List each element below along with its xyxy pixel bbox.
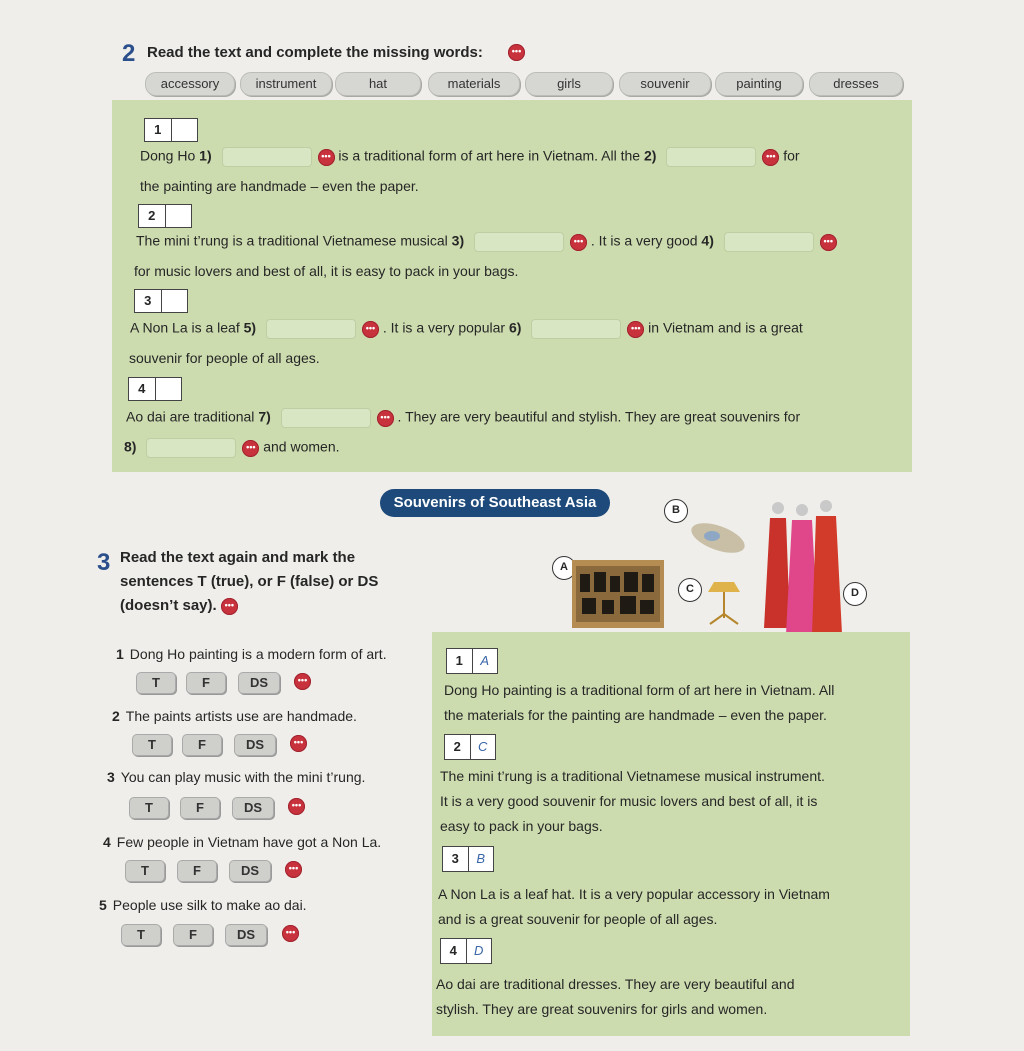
- ellipsis-icon[interactable]: •••: [362, 321, 379, 338]
- answer-blank-4[interactable]: [724, 232, 814, 252]
- ellipsis-icon[interactable]: •••: [508, 44, 525, 61]
- doesnt-say-button[interactable]: DS: [232, 797, 274, 819]
- label-b: B: [664, 499, 688, 523]
- ellipsis-icon[interactable]: •••: [221, 598, 238, 615]
- section-2-line-2: for music lovers and best of all, it is easy to pack in your bags.: [134, 263, 519, 279]
- true-button[interactable]: T: [121, 924, 161, 946]
- section-number-box: 1: [144, 118, 198, 142]
- ellipsis-icon[interactable]: •••: [294, 673, 311, 690]
- text-2-paragraph: The mini t’rung is a traditional Vietnamese musical instrument. It is a very good souvenir for music lovers and best of all, it is easy to pack in your bags.: [440, 768, 825, 834]
- word-chip[interactable]: instrument: [240, 72, 332, 96]
- text-4-paragraph: Ao dai are traditional dresses. They are very beautiful and stylish. They are great souvenirs for girls and women.: [436, 976, 795, 1017]
- ellipsis-icon[interactable]: •••: [627, 321, 644, 338]
- section-number-box: 4: [128, 377, 182, 401]
- section-2-line-1: The mini t’rung is a traditional Vietnamese musical 3) ••• . It is a very good 4) •••: [136, 232, 837, 252]
- answer-blank-1[interactable]: [222, 147, 312, 167]
- dong-ho-painting-image: [572, 560, 664, 628]
- section-3-line-2: souvenir for people of all ages.: [129, 350, 320, 366]
- ellipsis-icon[interactable]: •••: [820, 234, 837, 251]
- mini-trung-instrument-image: [704, 578, 744, 628]
- exercise-3-instruction: Read the text again and mark the sentences T (true), or F (false) or DS (doesn’t say). •••: [120, 549, 379, 614]
- section-number-box: 2: [138, 204, 192, 228]
- ellipsis-icon[interactable]: •••: [762, 149, 779, 166]
- question-4: 4 Few people in Vietnam have got a Non La.: [103, 834, 382, 850]
- ellipsis-icon[interactable]: •••: [285, 861, 302, 878]
- ellipsis-icon[interactable]: •••: [282, 925, 299, 942]
- word-chip[interactable]: hat: [335, 72, 421, 96]
- text-number-box: 2 C: [444, 734, 496, 760]
- false-button[interactable]: F: [180, 797, 220, 819]
- exercise-2-text-panel: [112, 100, 912, 472]
- answer-blank-6[interactable]: [531, 319, 621, 339]
- answer-blank-8[interactable]: [146, 438, 236, 458]
- answer-blank-2[interactable]: [666, 147, 756, 167]
- ellipsis-icon[interactable]: •••: [242, 440, 259, 457]
- false-button[interactable]: F: [182, 734, 222, 756]
- question-2: 2 The paints artists use are handmade.: [112, 708, 357, 724]
- ellipsis-icon[interactable]: •••: [290, 735, 307, 752]
- word-chip[interactable]: dresses: [809, 72, 903, 96]
- label-d: D: [843, 582, 867, 606]
- text-number-box: 3 B: [442, 846, 494, 872]
- word-chip[interactable]: girls: [525, 72, 613, 96]
- exercise-2-instruction: Read the text and complete the missing words:: [147, 44, 483, 61]
- word-chip[interactable]: materials: [428, 72, 520, 96]
- text-number-box: 4 D: [440, 938, 492, 964]
- word-chip[interactable]: painting: [715, 72, 803, 96]
- text-1-paragraph: Dong Ho painting is a traditional form of art here in Vietnam. All the materials for the painting are handmade – even the paper.: [444, 682, 835, 723]
- souvenirs-banner-title: Souvenirs of Southeast Asia: [380, 489, 610, 517]
- true-button[interactable]: T: [125, 860, 165, 882]
- word-chip[interactable]: accessory: [145, 72, 235, 96]
- section-4-line-2: 8) ••• and women.: [124, 438, 340, 458]
- ao-dai-dresses-image: [756, 498, 848, 640]
- answer-blank-7[interactable]: [281, 408, 371, 428]
- doesnt-say-button[interactable]: DS: [225, 924, 267, 946]
- section-1-line-1: Dong Ho 1) ••• is a traditional form of art here in Vietnam. All the 2) ••• for: [140, 147, 800, 167]
- text-number-box: 1 A: [446, 648, 498, 674]
- section-4-line-1: Ao dai are traditional 7) ••• . They are very beautiful and stylish. They are great souvenirs for: [126, 408, 800, 428]
- question-3: 3 You can play music with the mini t’rung.: [107, 769, 366, 785]
- exercise-3-text-panel: [432, 632, 910, 1036]
- label-c: C: [678, 578, 702, 602]
- ellipsis-icon[interactable]: •••: [288, 798, 305, 815]
- non-la-hat-image: [690, 514, 750, 558]
- true-button[interactable]: T: [136, 672, 176, 694]
- question-1: 1 Dong Ho painting is a modern form of art.: [116, 646, 387, 662]
- doesnt-say-button[interactable]: DS: [238, 672, 280, 694]
- ellipsis-icon[interactable]: •••: [570, 234, 587, 251]
- text-3-paragraph: A Non La is a leaf hat. It is a very popular accessory in Vietnam and is a great souvenir for people of all ages.: [438, 886, 830, 927]
- doesnt-say-button[interactable]: DS: [229, 860, 271, 882]
- answer-blank-3[interactable]: [474, 232, 564, 252]
- ellipsis-icon[interactable]: •••: [377, 410, 394, 427]
- question-5: 5 People use silk to make ao dai.: [99, 897, 307, 913]
- section-1-line-2: the painting are handmade – even the paper.: [140, 178, 419, 194]
- ellipsis-icon[interactable]: •••: [318, 149, 335, 166]
- false-button[interactable]: F: [186, 672, 226, 694]
- false-button[interactable]: F: [173, 924, 213, 946]
- word-chip[interactable]: souvenir: [619, 72, 711, 96]
- section-3-line-1: A Non La is a leaf 5) ••• . It is a very popular 6) ••• in Vietnam and is a great: [130, 319, 803, 339]
- true-button[interactable]: T: [129, 797, 169, 819]
- exercise-3-number: 3: [97, 549, 111, 576]
- false-button[interactable]: F: [177, 860, 217, 882]
- word-bank: [145, 72, 905, 96]
- answer-blank-5[interactable]: [266, 319, 356, 339]
- true-button[interactable]: T: [132, 734, 172, 756]
- doesnt-say-button[interactable]: DS: [234, 734, 276, 756]
- section-number-box: 3: [134, 289, 188, 313]
- label-a: A: [552, 556, 576, 580]
- exercise-2-number: 2: [122, 40, 136, 67]
